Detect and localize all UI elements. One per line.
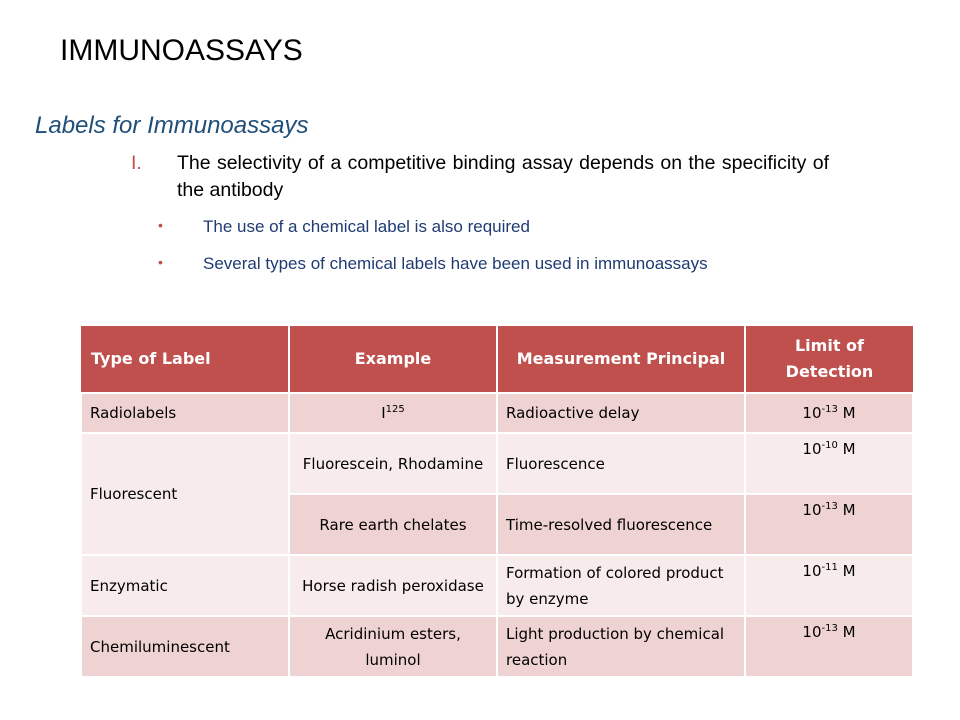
table-row xyxy=(81,393,913,433)
header-type-of-label: Type of Label xyxy=(81,326,289,393)
point-text: The selectivity of a competitive binding assay depends on the specificity of the antibody xyxy=(177,152,829,201)
cell-type: Enzymatic xyxy=(81,555,289,616)
table-row xyxy=(81,433,913,494)
cell-example: Rare earth chelates xyxy=(289,494,497,555)
cell-type: Radiolabels xyxy=(81,393,289,433)
cell-limit: $10^{-11}$ M xyxy=(745,555,913,616)
cell-principle: Formation of colored product by enzyme xyxy=(497,555,745,616)
cell-limit: $10^{-13}$ M xyxy=(745,494,913,555)
table-row xyxy=(81,555,913,616)
cell-example: Horse radish peroxidase xyxy=(289,555,497,616)
header-measurement-principal: Measurement Principal xyxy=(497,326,745,393)
cell-limit: $10^{-13}$ M xyxy=(745,393,913,433)
bullet-dot-icon: • xyxy=(158,217,163,233)
cell-limit: $10^{-10}$ M xyxy=(745,433,913,494)
point-number: I. xyxy=(131,152,142,174)
cell-principle: Fluorescence xyxy=(497,433,745,494)
labels-table xyxy=(80,326,914,678)
table-row xyxy=(81,616,913,677)
cell-type: Fluorescent xyxy=(81,433,289,555)
cell-type: Chemiluminescent xyxy=(81,616,289,677)
cell-example: Acridinium esters, luminol xyxy=(289,616,497,677)
header-limit-of-detection: Limit of Detection xyxy=(745,326,913,393)
bullet-text: Several types of chemical labels have been used in immunoassays xyxy=(203,254,708,273)
slide-title: IMMUNOASSAYS xyxy=(60,34,303,67)
cell-limit: $10^{-13}$ M xyxy=(745,616,913,677)
header-example: Example xyxy=(289,326,497,393)
slide-subtitle: Labels for Immunoassays xyxy=(35,112,309,139)
table-header-row xyxy=(81,326,913,393)
cell-principle: Light production by chemical reaction xyxy=(497,616,745,677)
cell-principle: Time-resolved fluorescence xyxy=(497,494,745,555)
cell-principle: Radioactive delay xyxy=(497,393,745,433)
cell-example: $I^{125}$ xyxy=(289,393,497,433)
bullet-dot-icon: • xyxy=(158,254,163,270)
bullet-text: The use of a chemical label is also required xyxy=(203,217,530,236)
cell-example: Fluorescein, Rhodamine xyxy=(289,433,497,494)
